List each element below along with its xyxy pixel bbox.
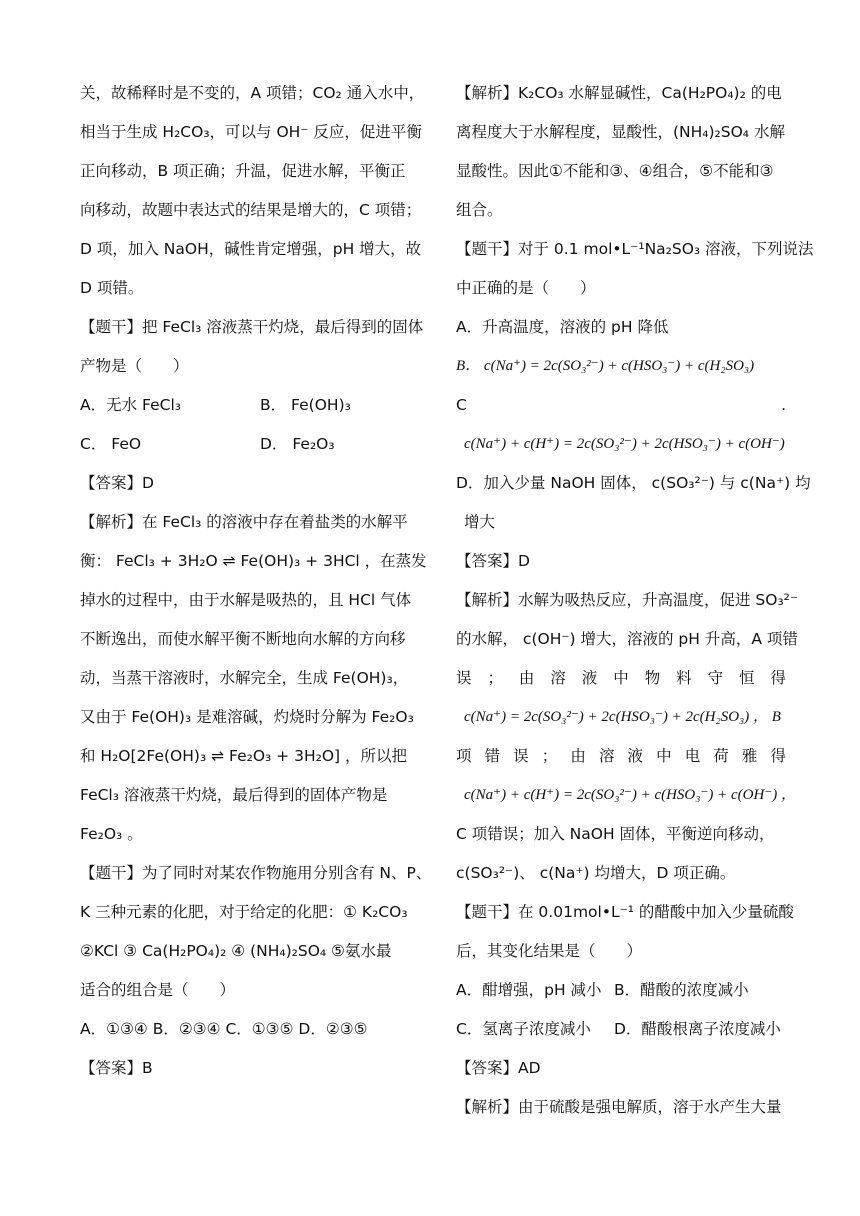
question-stem: 【题干】为了同时对某农作物施用分别含有 N、P、 [80,864,432,882]
analysis-line: 掉水的过程中，由于水解是吸热的，且 HCl 气体 [80,591,412,609]
question-stem: 产物是（ ） [80,357,189,375]
text-line: 正向移动，B 项正确；升温，促进水解，平衡正 [80,162,406,180]
option-b: B． Fe(OH)₃ [260,396,351,414]
option-a: A．酣增强，pH 减小 [456,981,602,999]
text-line: D 项，加入 NaOH，碱性肯定增强，pH 增大，故 [80,240,422,258]
analysis-line: FeCl₃ 溶液蒸干灼烧，最后得到的固体产物是 [80,786,388,804]
option-c-label [456,386,786,425]
analysis-line: 【解析】在 FeCl₃ 的溶液中存在着盐类的水解平 [80,513,408,531]
analysis-line: 项错误；由溶液中电荷雅得 [456,747,786,765]
analysis-line: Fe₂O₃ 。 [80,825,143,843]
analysis-line: c(SO₃²⁻)、 c(Na⁺) 均增大，D 项正确。 [456,864,736,882]
answer: 【答案】B [80,1059,153,1077]
analysis-formula: c(Na⁺) + c(H⁺) = 2c(SO₃²⁻) + c(HSO₃⁻) + c(OH⁻) ， [464,787,796,803]
question-stem: 后，其变化结果是（ ） [456,942,643,960]
option-d: D． Fe₂O₃ [260,435,335,453]
analysis-line: 不断逸出，而使水解平衡不断地向水解的方向移 [80,630,406,648]
analysis-line: 衡： FeCl₃ + 3H₂O ⇌ Fe(OH)₃ + 3HCl ，在蒸发 [80,552,427,570]
option-row: A．①③④ B．②③④ C．①③⑤ D．②③⑤ [80,1020,368,1038]
text-line: 相当于生成 H₂CO₃，可以与 OH⁻ 反应，促进平衡 [80,123,422,141]
option-d: D．醋酸根离子浓度减小 [614,1020,781,1038]
analysis-line: 组合。 [456,201,503,219]
question-stem: 【题干】在 0.01mol•L⁻¹ 的醋酸中加入少量硫酸 [456,903,794,921]
analysis-line: 离程度大于水解程度，显酸性，(NH₄)₂SO₄ 水解 [456,123,785,141]
question-stem: 中正确的是（ ） [456,279,596,297]
answer: 【答案】D [80,474,154,492]
text-line: D 项错。 [80,279,144,297]
question-stem: 【题干】对于 0.1 mol•L⁻¹Na₂SO₃ 溶液，下列说法 [456,240,814,258]
option-d: D．加入少量 NaOH 固体， c(SO₃²⁻) 与 c(Na⁺) 均 [456,474,811,492]
question-stem: 适合的组合是（ ） [80,981,236,999]
option-a: A．升高温度，溶液的 pH 降低 [456,318,669,336]
analysis-line: 又由于 Fe(OH)₃ 是难溶碱，灼烧时分解为 Fe₂O₃ [80,708,414,726]
right-column [456,74,814,1127]
option-c: C． FeO [80,435,142,453]
analysis-line: 【解析】由于硫酸是强电解质，溶于水产生大量 [456,1098,782,1116]
option-c: C．氢离子浓度减小 [456,1020,591,1038]
analysis-line: 动，当蒸干溶液时，水解完全，生成 Fe(OH)₃， [80,669,409,687]
option-b: B．醋酸的浓度减小 [614,981,749,999]
analysis-line: 的水解， c(OH⁻) 增大，溶液的 pH 升高，A 项错 [456,630,798,648]
answer: 【答案】AD [456,1059,541,1077]
analysis-line: 误；由溶液中物料守恒得 [456,669,786,687]
option-b: B． c(Na⁺) = 2c(SO₃²⁻) + c(HSO₃⁻) + c(H₂SO₃) [456,358,755,374]
analysis-line: C 项错误；加入 NaOH 固体，平衡逆向移动， [456,825,775,843]
option-row [456,971,786,1010]
question-stem: K 三种元素的化肥，对于给定的化肥：① K₂CO₃ [80,903,408,921]
answer: 【答案】D [456,552,530,570]
option-row [80,425,410,464]
analysis-line: 【解析】K₂CO₃ 水解显碱性，Ca(H₂PO₄)₂ 的电 [456,84,782,102]
option-row [80,386,410,425]
option-c-letter: C [456,396,467,414]
option-a: A．无水 FeCl₃ [80,396,181,414]
option-c-dot: . [781,396,786,414]
option-d-cont: 增大 [464,513,496,531]
option-c-formula: c(Na⁺) + c(H⁺) = 2c(SO₃²⁻) + 2c(HSO₃⁻) + c(OH⁻) [464,436,785,452]
text-line: 向移动，故题中表达式的结果是增大的，C 项错； [80,201,422,219]
analysis-formula: c(Na⁺) = 2c(SO₃²⁻) + 2c(HSO₃⁻) + 2c(H₂SO₃) ， B [464,709,781,725]
analysis-line: 【解析】水解为吸热反应，升高温度，促进 SO₃²⁻ [456,591,799,609]
text-line: 关，故稀释时是不变的，A 项错；CO₂ 通入水中， [80,84,425,102]
analysis-line: 和 H₂O[2Fe(OH)₃ ⇌ Fe₂O₃ + 3H₂O] ，所以把 [80,747,407,765]
left-column [80,74,432,1088]
analysis-line: 显酸性。因此①不能和③、④组合，⑤不能和③ [456,162,774,180]
question-stem: 【题干】把 FeCl₃ 溶液蒸干灼烧，最后得到的固体 [80,318,424,336]
option-row [456,1010,786,1049]
question-stem: ②KCl ③ Ca(H₂PO₄)₂ ④ (NH₄)₂SO₄ ⑤氨水最 [80,942,392,960]
